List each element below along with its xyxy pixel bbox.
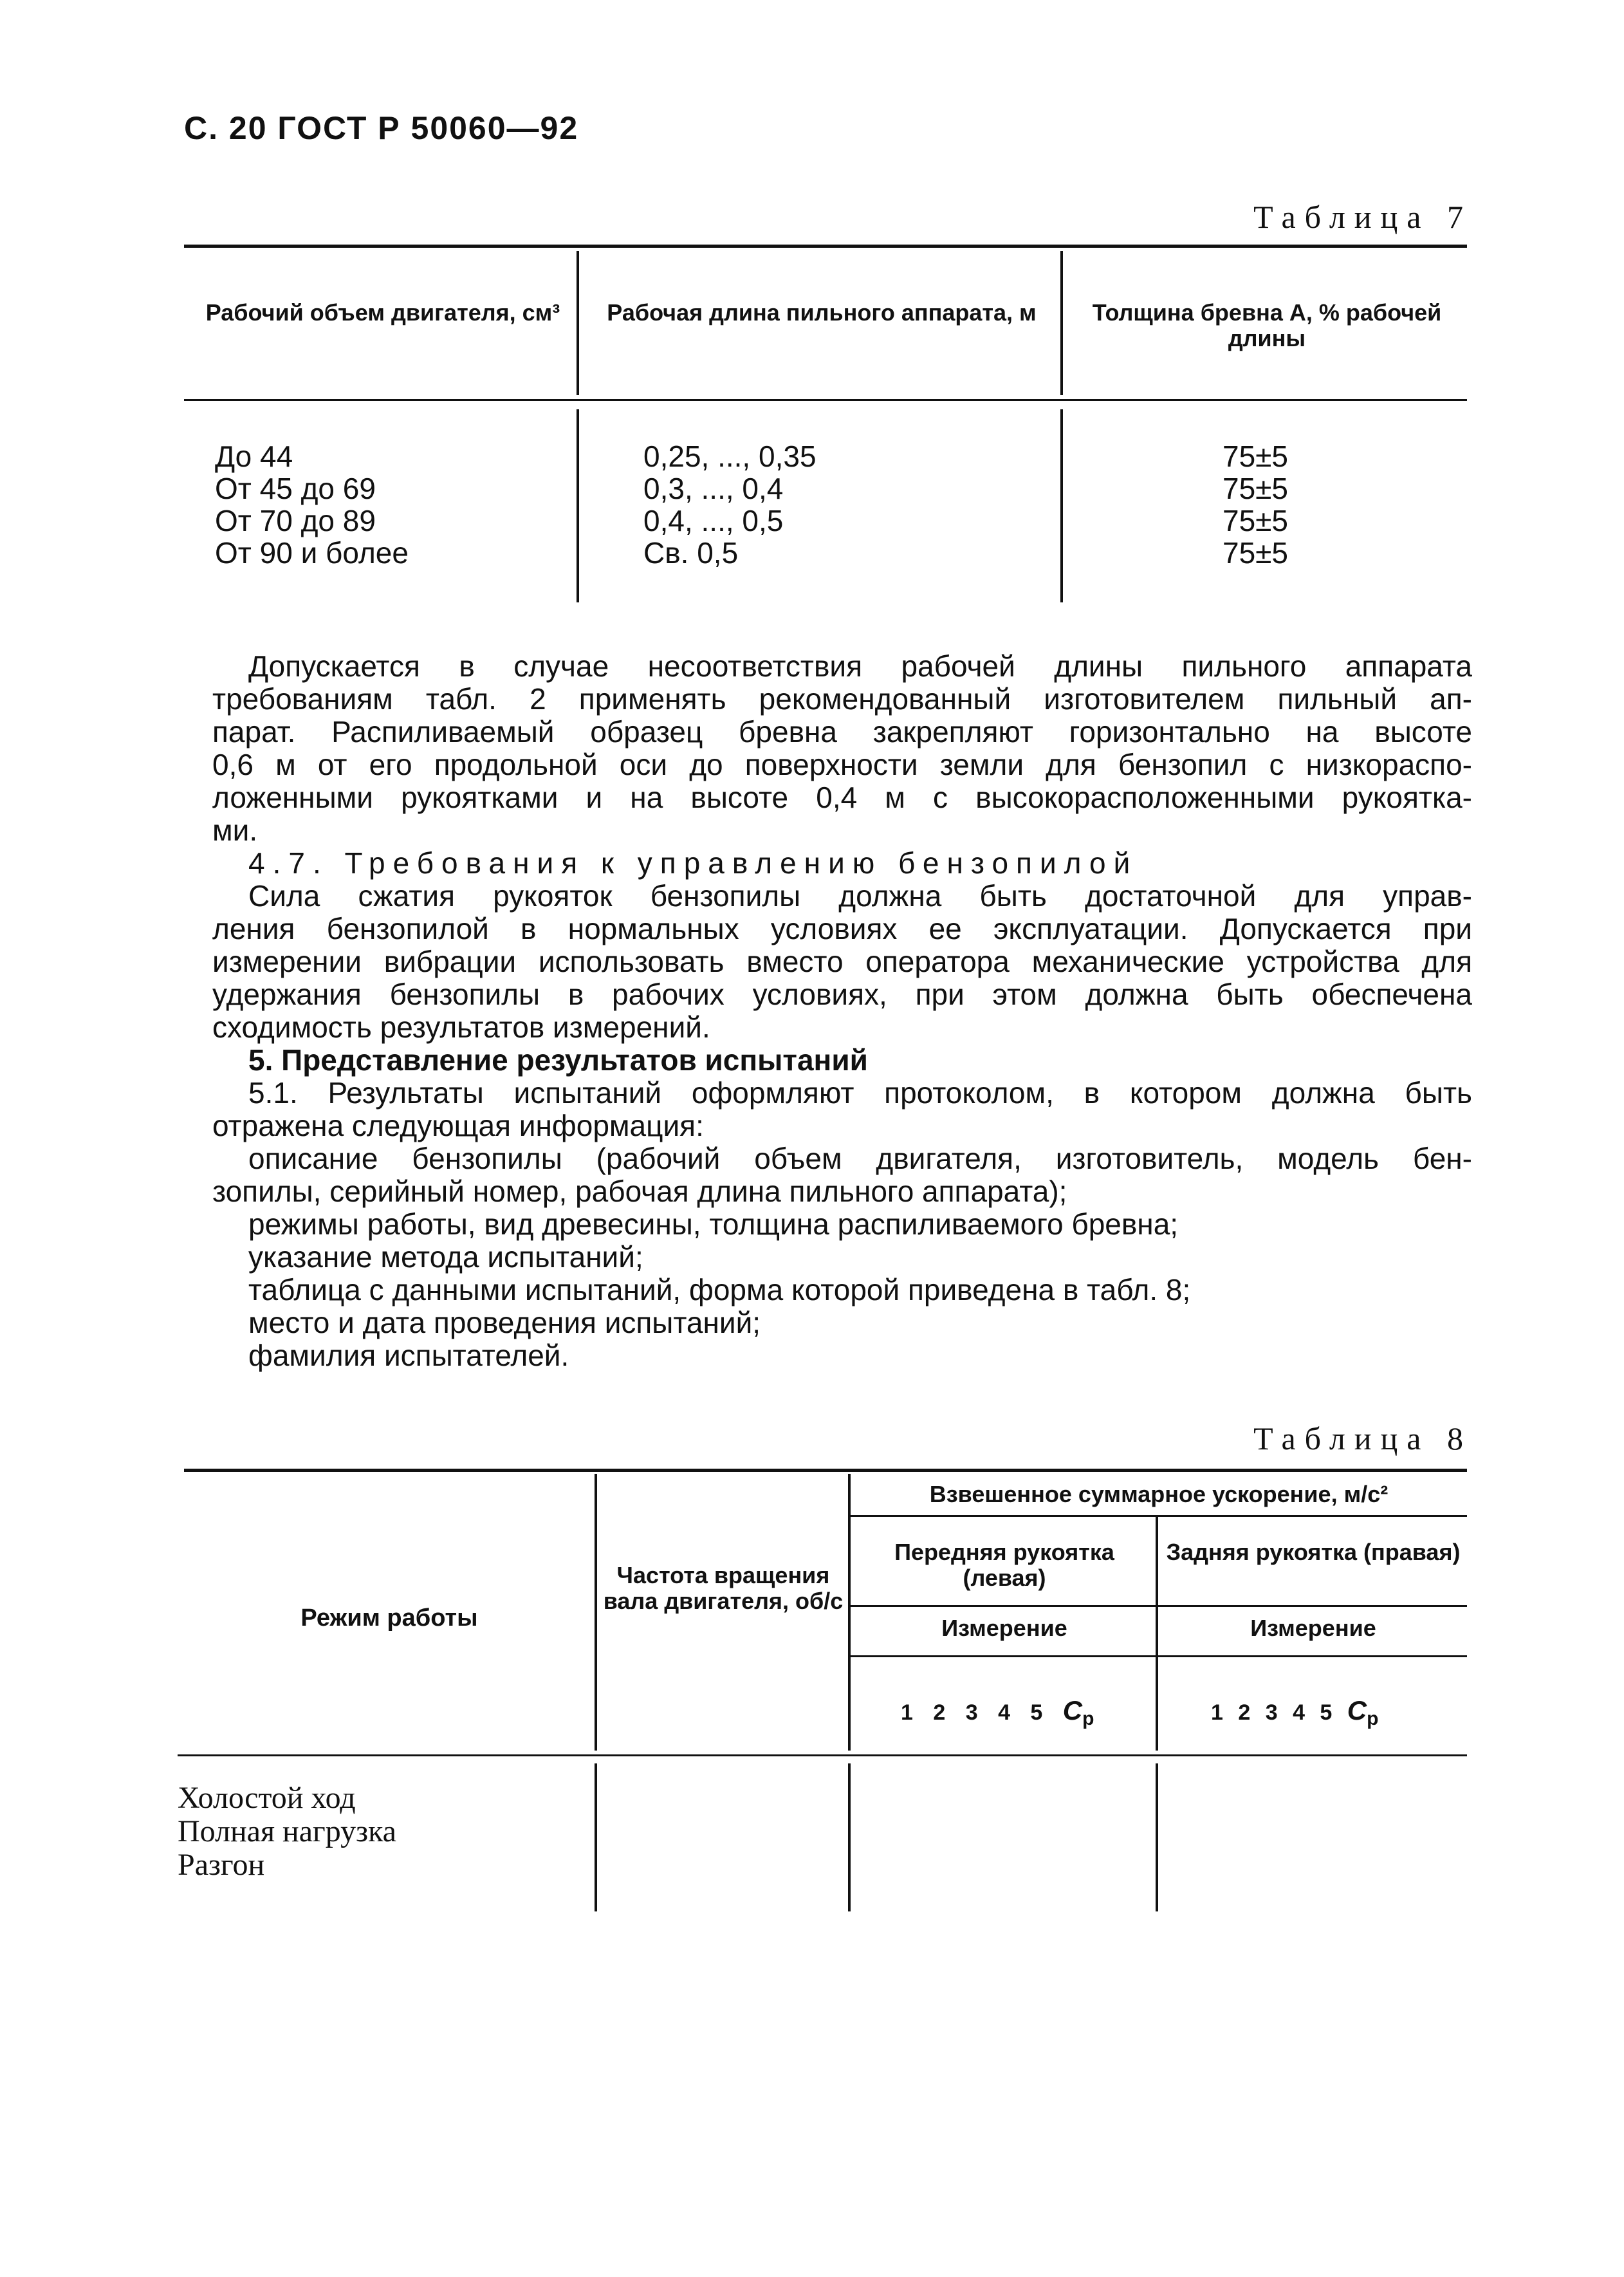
- text-line: ложенными рукоятками и на высоте 0,4 м с высокорасположенными рукоятка-: [212, 781, 1472, 814]
- measurement-numbers: 1 2 3 4 5: [1211, 1700, 1333, 1725]
- table8-mode-cell: Разгон: [178, 1848, 265, 1882]
- table8-top-rule: [184, 1469, 1467, 1472]
- text-line: режимы работы, вид древесины, толщина распиливаемого бревна;: [248, 1207, 1179, 1241]
- table-cell: Св. 0,5: [643, 536, 739, 570]
- table7-header-rule: [184, 399, 1467, 401]
- cp-label: $C_р$: [1062, 1695, 1094, 1729]
- table8-header-rule: [178, 1754, 1467, 1756]
- table-cell: 0,25, ..., 0,35: [643, 440, 817, 473]
- table7-divider: [577, 409, 579, 602]
- table8-mode-cell: Полная нагрузка: [178, 1814, 396, 1848]
- text-line: зопилы, серийный номер, рабочая длина пильного аппарата);: [212, 1175, 1067, 1208]
- table-cell: До 44: [215, 440, 293, 473]
- cp-label: $C_р$: [1347, 1695, 1379, 1729]
- page-header: С. 20 ГОСТ Р 50060—92: [184, 110, 579, 146]
- text-line: сходимость результатов измерений.: [212, 1010, 710, 1044]
- measurement-numbers: 1 2 3 4 5: [901, 1700, 1043, 1725]
- text-line: Сила сжатия рукояток бензопилы должна быть достаточной для управ-: [248, 879, 1472, 913]
- text-line: ми.: [212, 813, 258, 847]
- table-cell: 75±5: [1223, 536, 1288, 570]
- body-text: [212, 650, 1472, 1372]
- table-cell: 0,4, ..., 0,5: [643, 504, 784, 537]
- table8-divider: [848, 1763, 851, 1911]
- table8-mode-cell: Холостой ход: [178, 1781, 356, 1815]
- table8-rule: [851, 1605, 1467, 1607]
- text-line: парат. Распиливаемый образец бревна закрепляют горизонтально на высоте: [212, 715, 1472, 748]
- table8-measurement-rear: Измерение: [1250, 1615, 1376, 1641]
- text-line: ления бензопилой в нормальных условиях ее эксплуатации. Допускается при: [212, 912, 1472, 945]
- measurement-numbers-rear: [1211, 1695, 1378, 1730]
- table8-header-mode: Режим работы: [300, 1604, 478, 1631]
- table8-divider: [1156, 1763, 1158, 1911]
- text-line: измерении вибрации использовать вместо оператора механические устройства для: [212, 945, 1472, 978]
- table7-top-rule: [184, 245, 1467, 248]
- table-cell: От 45 до 69: [215, 472, 376, 505]
- section-heading: 5. Представление результатов испытаний: [248, 1043, 868, 1077]
- table8-header-front-handle: Передняя рукоятка (левая): [894, 1539, 1114, 1591]
- table-cell: 75±5: [1223, 440, 1288, 473]
- table7-header-thickness: Толщина бревна A, % рабочей длины: [1092, 299, 1442, 351]
- text-line: Допускается в случае несоответствия рабочей длины пильного аппарата: [248, 649, 1472, 683]
- text-line: место и дата проведения испытаний;: [248, 1306, 761, 1339]
- section-heading: 4.7. Требования к управлению бензопилой: [248, 846, 1138, 880]
- table8-caption: Таблица 8: [1253, 1420, 1472, 1456]
- text-line: удержания бензопилы в рабочих условиях, при этом должна быть обеспечена: [212, 978, 1472, 1011]
- text-line: фамилия испытателей.: [248, 1339, 569, 1372]
- text-line: требованиям табл. 2 применять рекомендованный изготовителем пильный ап-: [212, 682, 1472, 716]
- table8-measurement-front: Измерение: [941, 1615, 1067, 1641]
- table7-divider: [577, 251, 579, 395]
- table8-header-rear-handle: Задняя рукоятка (правая): [1166, 1539, 1461, 1565]
- table-cell: 75±5: [1223, 504, 1288, 537]
- text-line: отражена следующая информация:: [212, 1109, 704, 1142]
- table7-divider: [1060, 251, 1063, 395]
- table8-divider: [595, 1474, 597, 1751]
- text-line: описание бензопилы (рабочий объем двигателя, изготовитель, модель бен-: [248, 1142, 1472, 1175]
- table-cell: 75±5: [1223, 472, 1288, 505]
- table8-header-acceleration: Взвешенное суммарное ускорение, м/с²: [929, 1481, 1389, 1507]
- table-cell: 0,3, ..., 0,4: [643, 472, 784, 505]
- table8-divider: [595, 1763, 597, 1911]
- table7-divider: [1060, 409, 1063, 602]
- table8-rule: [851, 1515, 1467, 1517]
- text-line: 5.1. Результаты испытаний оформляют протоколом, в котором должна быть: [248, 1076, 1472, 1110]
- table8-divider: [1156, 1516, 1158, 1751]
- text-line: указание метода испытаний;: [248, 1240, 643, 1274]
- measurement-numbers-front: [901, 1695, 1094, 1730]
- table7-header-volume: Рабочий объем двигателя, см³: [205, 299, 560, 326]
- table8-rule: [851, 1655, 1467, 1657]
- table7-caption: Таблица 7: [1253, 199, 1472, 235]
- table8-header-frequency: Частота вращения вала двигателя, об/с: [603, 1562, 844, 1614]
- table7-header-length: Рабочая длина пильного аппарата, м: [607, 299, 1037, 326]
- table-cell: От 70 до 89: [215, 504, 376, 537]
- table-cell: От 90 и более: [215, 536, 409, 570]
- text-line: 0,6 м от его продольной оси до поверхности земли для бензопил с низкораспо-: [212, 748, 1472, 781]
- text-line: таблица с данными испытаний, форма которой приведена в табл. 8;: [248, 1273, 1191, 1306]
